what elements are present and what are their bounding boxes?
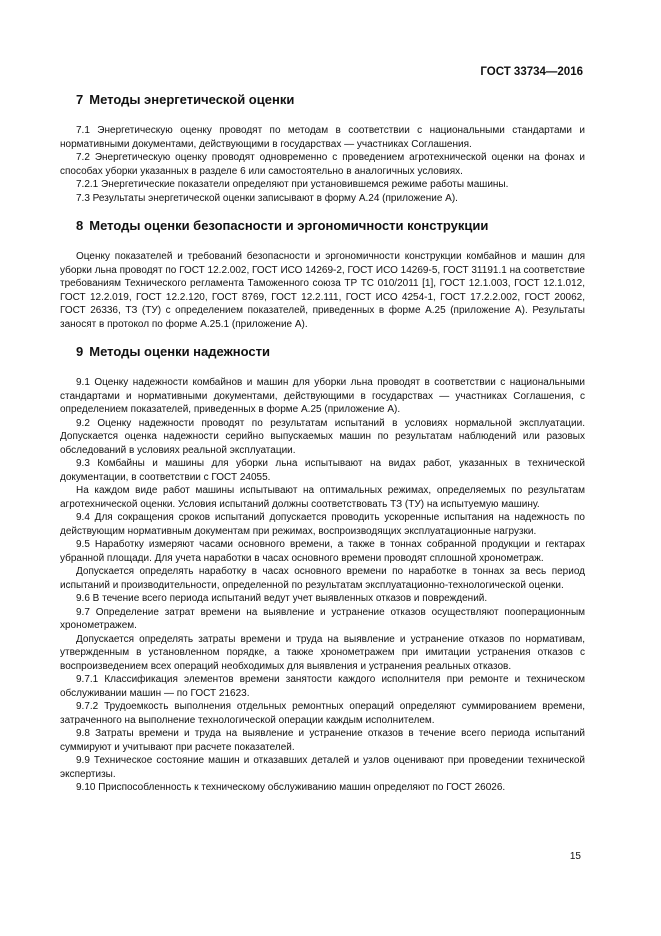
section-9-heading [60, 344, 585, 360]
paragraph: 9.4 Для сокращения сроков испытаний допускается проводить ускоренные испытания на надежность по действующим нормативным документам при режимах, воспроизводящих эксплуатационные нагрузки. [60, 512, 585, 537]
paragraph: Допускается определять наработку в часах основного времени по наработке в тоннах за весь период испытаний и производительности, определенной по результатам эксплуатационно-технологической оценки. [60, 566, 585, 591]
paragraph: 9.8 Затраты времени и труда на выявление и устранение отказов в течение всего периода испытаний суммируют и учитывают при расчете показателей. [60, 728, 585, 753]
paragraph: 9.1 Оценку надежности комбайнов и машин для уборки льна проводят в соответствии с национальными стандартами и нормативными документами, действующими в государствах — участниках Соглашения, с определением показателей, приведенных в форме А.25 (приложение А). [60, 377, 585, 415]
section-7-heading [60, 92, 585, 108]
section-number: 7 [76, 92, 84, 107]
section-title: Методы энергетической оценки [89, 92, 295, 107]
paragraph: 9.6 В течение всего периода испытаний ведут учет выявленных отказов и повреждений. [76, 593, 488, 604]
section-number: 8 [76, 218, 84, 233]
paragraph: Оценку показателей и требований безопасности и эргономичности конструкции комбайнов и машин для уборки льна проводят по ГОСТ 12.2.002, ГОСТ ИСО 14269-2, ГОСТ ИСО 14269-5, ГОСТ 31191.1 на соответствие требованиям Технического регламента Таможенного союза ТР ТС 010/2011 [1], ГОСТ 12.1.003, ГОСТ 12.1.012, ГОСТ 12.2.019, ГОСТ 12.2.120, ГОСТ 8769, ГОСТ 12.2.111, ГОСТ ИСО 4254-1, ГОСТ 17.2.2.002, ГОСТ 20062, ГОСТ 26336, ТЗ (ТУ) с определением показателей, приведенных в форме А.25 (приложение А). Результаты заносят в протокол по форме А.25.1 (приложение А). [60, 251, 585, 330]
paragraph: 9.7.2 Трудоемкость выполнения отдельных ремонтных операций определяют суммированием времени, затраченного на выполнение технологической операции каждым исполнителем. [60, 701, 585, 726]
paragraph: 9.5 Наработку измеряют часами основного времени, а также в тоннах собранной продукции и гектарах убранной площади. Для учета наработки в часах основного времени проводят сплошной хронометраж. [60, 539, 585, 564]
paragraph: 9.9 Техническое состояние машин и отказавших деталей и узлов оценивают при проведении технической экспертизы. [60, 755, 585, 780]
paragraph: Допускается определять затраты времени и труда на выявление и устранение отказов по нормативам, утвержденным в установленном порядке, а также хронометражем при имитации устранения отказов с воспроизведением всех операций необходимых для выявления и устранения реальных отказов. [60, 633, 585, 672]
page-number: 15 [569, 851, 581, 862]
paragraph: На каждом виде работ машины испытывают на оптимальных режимах, определяемых по результатам агротехнической оценки. Условия испытаний должны соответствовать ТЗ (ТУ) на испытуемую машину. [60, 485, 585, 510]
paragraph: 9.3 Комбайны и машины для уборки льна испытывают на видах работ, указанных в технической документации, в соответствии с ГОСТ 24055. [60, 458, 585, 483]
paragraph: 7.2 Энергетическую оценку проводят одновременно с проведением агротехнической оценки на фонах и способах уборки указанных в разделе 6 или самостоятельно в аналогичных условиях. [60, 152, 585, 177]
paragraph: 7.1 Энергетическую оценку проводят по методам в соответствии с национальными стандартами и нормативными документами, действующими в государствах — участниках Соглашения. [60, 125, 585, 150]
section-title: Методы оценки безопасности и эргономичности конструкции [89, 218, 489, 233]
document-body [60, 92, 585, 795]
paragraph: 7.2.1 Энергетические показатели определяют при установившемся режиме работы машины. [76, 179, 509, 190]
standard-designation: ГОСТ 33734—2016 [480, 66, 583, 78]
paragraph: 9.7.1 Классификация элементов времени занятости каждого исполнителя при ремонте и техническом обслуживании машин — по ГОСТ 21623. [60, 674, 585, 699]
section-title: Методы оценки надежности [89, 344, 270, 359]
section-number: 9 [76, 344, 84, 359]
paragraph: 9.2 Оценку надежности проводят по результатам испытаний в условиях нормальной эксплуатации. Допускается оценка надежности серийно выпускаемых машин по результатам наблюдений или разовых обследований в условиях реальной эксплуатации. [60, 417, 585, 456]
paragraph: 9.10 Приспособленность к техническому обслуживанию машин определяют по ГОСТ 26026. [76, 782, 506, 793]
paragraph: 7.3 Результаты энергетической оценки записывают в форму А.24 (приложение А). [76, 192, 458, 204]
paragraph: 9.7 Определение затрат времени на выявление и устранение отказов осуществляют пооперационным хронометражем. [60, 606, 585, 631]
section-8-heading [60, 218, 585, 234]
